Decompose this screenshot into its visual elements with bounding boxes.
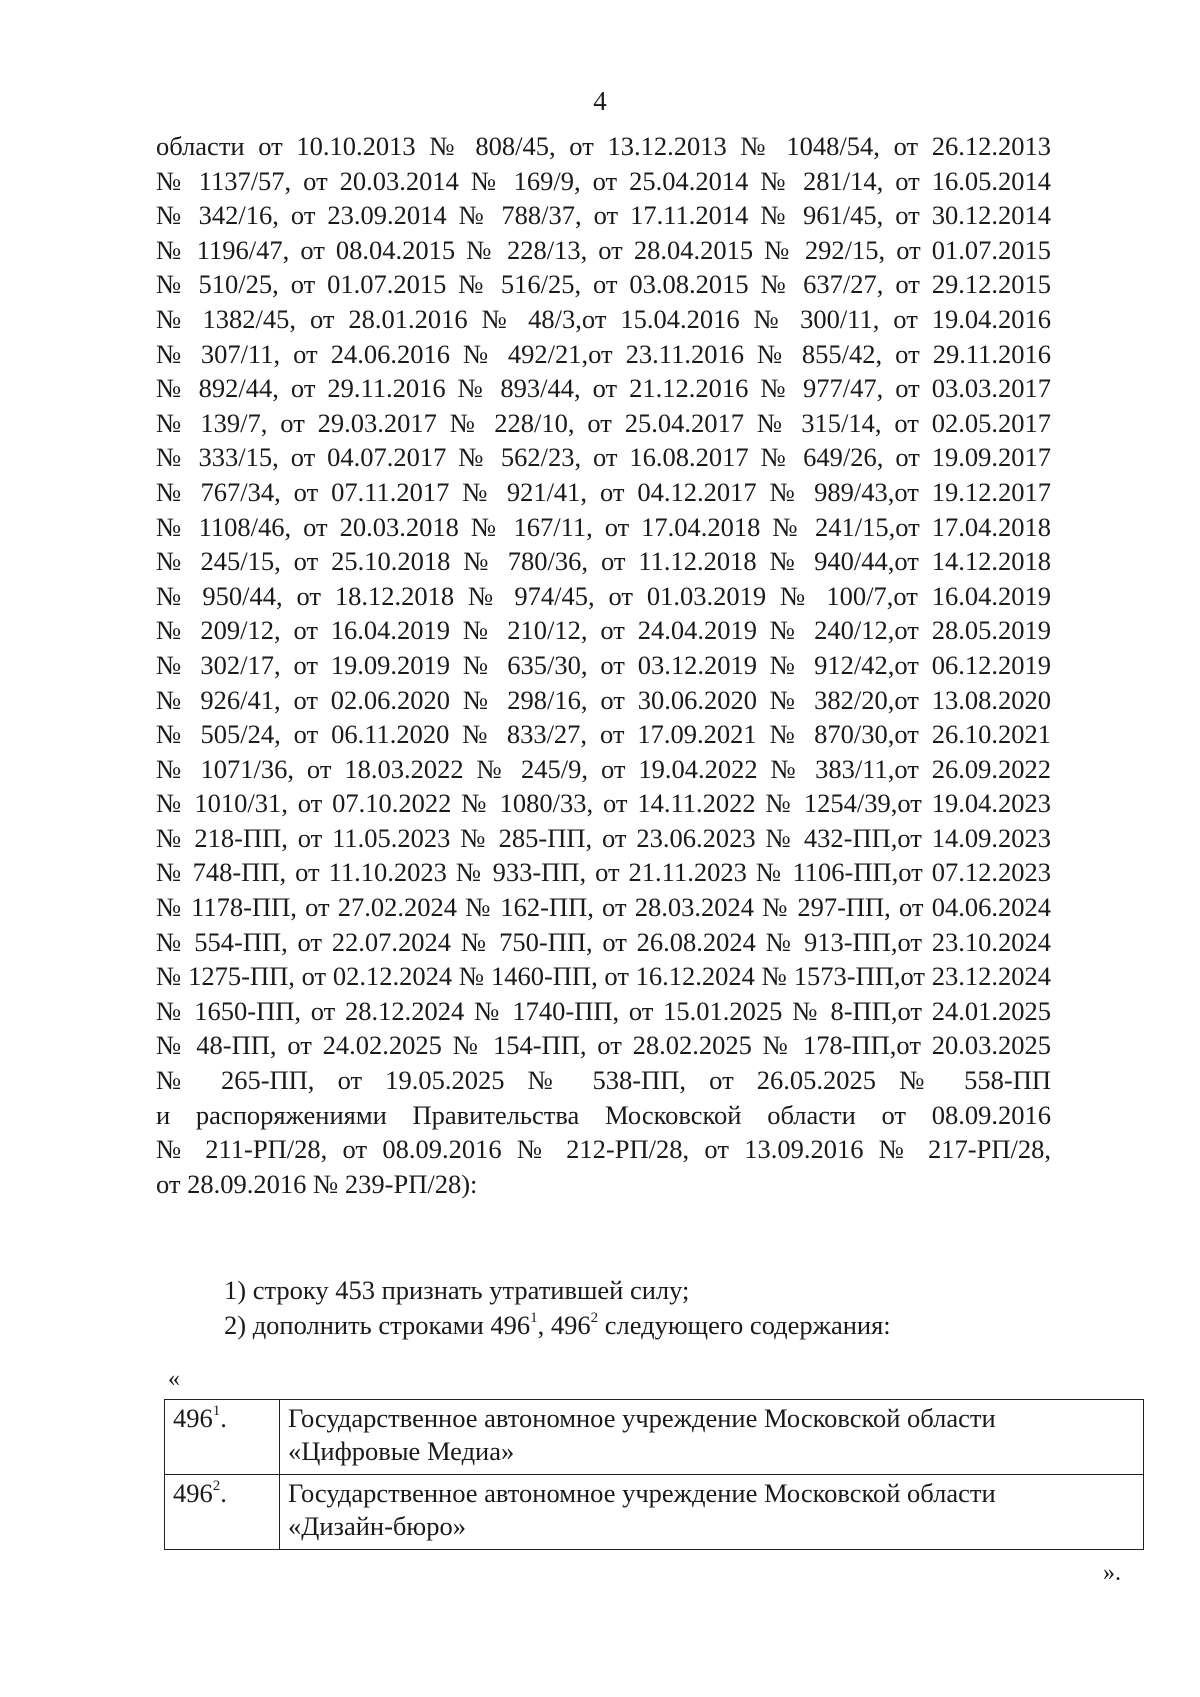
text-line: № 1010/31, от 07.10.2022 № 1080/33, от 14.11.2022 № 1254/39,от 19.04.2023	[156, 788, 1051, 819]
organization-name-cell	[280, 1475, 1144, 1550]
organization-name-line: «Дизайн-бюро»	[288, 1511, 466, 1541]
text-line: № 1137/57, от 20.03.2014 № 169/9, от 25.04.2014 № 281/14, от 16.05.2014	[156, 165, 1051, 196]
item-1: 1) строку 453 признать утратившей силу;	[224, 1275, 690, 1305]
text-line: № 1650-ПП, от 28.12.2024 № 1740-ПП, от 15.01.2025 № 8-ПП,от 24.01.2025	[156, 995, 1051, 1026]
text-line: № 209/12, от 16.04.2019 № 210/12, от 24.04.2019 № 240/12,от 28.05.2019	[156, 615, 1051, 646]
text-line: № 1178-ПП, от 27.02.2024 № 162-ПП, от 28.03.2024 № 297-ПП, от 04.06.2024	[156, 892, 1051, 923]
organization-name-line: Государственное автономное учреждение Московской области	[288, 1478, 996, 1508]
row-number-dot: .	[220, 1403, 227, 1433]
text-line: от 28.09.2016 № 239-РП/28):	[156, 1168, 478, 1199]
text-line: № 1196/47, от 08.04.2015 № 228/13, от 28.04.2015 № 292/15, от 01.07.2015	[156, 234, 1051, 265]
row-number-cell	[165, 1475, 280, 1550]
text-line: № 1382/45, от 28.01.2016 № 48/3,от 15.04.2016 № 300/11, от 19.04.2016	[156, 303, 1051, 334]
open-quote: «	[168, 1366, 180, 1392]
text-line: области от 10.10.2013 № 808/45, от 13.12.2013 № 1048/54, от 26.12.2013	[156, 131, 1051, 161]
text-line: № 302/17, от 19.09.2019 № 635/30, от 03.12.2019 № 912/42,от 06.12.2019	[156, 649, 1051, 680]
row-number-superscript: 1	[212, 1403, 221, 1419]
row-number-dot: .	[220, 1478, 227, 1508]
text-line: № 767/34, от 07.11.2017 № 921/41, от 04.12.2017 № 989/43,от 19.12.2017	[156, 476, 1051, 507]
item-2-superscript: 2	[590, 1309, 599, 1326]
text-line: и распоряжениями Правительства Московской области от 08.09.2016	[156, 1099, 1051, 1130]
organization-name-line: Государственное автономное учреждение Московской области	[288, 1403, 996, 1433]
table-row	[165, 1400, 1144, 1475]
text-line: № 1108/46, от 20.03.2018 № 167/11, от 17.04.2018 № 241/15,от 17.04.2018	[156, 511, 1051, 542]
resolution-amendments-text	[156, 129, 1051, 1201]
text-line: № 211-РП/28, от 08.09.2016 № 212-РП/28, от 13.09.2016 № 217-РП/28,	[156, 1134, 1051, 1165]
text-line: № 245/15, от 25.10.2018 № 780/36, от 11.12.2018 № 940/44,от 14.12.2018	[156, 546, 1051, 577]
item-2-prefix: 2) дополнить строками 496	[224, 1309, 531, 1340]
organization-name-cell	[280, 1400, 1144, 1475]
text-line: № 505/24, от 06.11.2020 № 833/27, от 17.09.2021 № 870/30,от 26.10.2021	[156, 719, 1051, 750]
item-2-suffix: следующего содержания:	[598, 1309, 891, 1340]
row-number: 496	[173, 1403, 213, 1433]
text-line: № 265-ПП, от 19.05.2025 № 538-ПП, от 26.05.2025 № 558-ПП	[156, 1065, 1051, 1096]
text-line: № 950/44, от 18.12.2018 № 974/45, от 01.03.2019 № 100/7,от 16.04.2019	[156, 580, 1051, 611]
text-line: № 926/41, от 02.06.2020 № 298/16, от 30.06.2020 № 382/20,от 13.08.2020	[156, 684, 1051, 715]
text-line: № 333/15, от 04.07.2017 № 562/23, от 16.08.2017 № 649/26, от 19.09.2017	[156, 442, 1051, 473]
organizations-table	[164, 1399, 1144, 1550]
text-line: № 139/7, от 29.03.2017 № 228/10, от 25.04.2017 № 315/14, от 02.05.2017	[156, 407, 1051, 438]
item-2	[156, 1308, 1051, 1343]
row-number-cell	[165, 1400, 280, 1475]
amendment-items	[156, 1273, 1051, 1342]
text-line: № 554-ПП, от 22.07.2024 № 750-ПП, от 26.08.2024 № 913-ПП,от 23.10.2024	[156, 926, 1051, 957]
text-line: № 48-ПП, от 24.02.2025 № 154-ПП, от 28.02.2025 № 178-ПП,от 20.03.2025	[156, 1030, 1051, 1061]
item-2-superscript: 1	[530, 1309, 538, 1326]
text-line: № 307/11, от 24.06.2016 № 492/21,от 23.11.2016 № 855/42, от 29.11.2016	[156, 338, 1051, 369]
page-number: 4	[593, 86, 607, 116]
item-2-comma: , 496	[537, 1309, 591, 1340]
organization-name-line: «Цифровые Медиа»	[288, 1436, 515, 1466]
row-number-superscript: 2	[212, 1478, 221, 1494]
text-line: № 1275-ПП, от 02.12.2024 № 1460-ПП, от 16.12.2024 № 1573-ПП,от 23.12.2024	[156, 961, 1051, 992]
text-line: № 748-ПП, от 11.10.2023 № 933-ПП, от 21.11.2023 № 1106-ПП,от 07.12.2023	[156, 857, 1051, 888]
table-row	[165, 1475, 1144, 1550]
text-line: № 218-ПП, от 11.05.2023 № 285-ПП, от 23.06.2023 № 432-ПП,от 14.09.2023	[156, 822, 1051, 853]
text-line: № 892/44, от 29.11.2016 № 893/44, от 21.12.2016 № 977/47, от 03.03.2017	[156, 373, 1051, 404]
text-line: № 342/16, от 23.09.2014 № 788/37, от 17.11.2014 № 961/45, от 30.12.2014	[156, 200, 1051, 231]
text-line: № 1071/36, от 18.03.2022 № 245/9, от 19.04.2022 № 383/11,от 26.09.2022	[156, 753, 1051, 784]
row-number: 496	[173, 1478, 213, 1508]
text-line: № 510/25, от 01.07.2015 № 516/25, от 03.08.2015 № 637/27, от 29.12.2015	[156, 269, 1051, 300]
close-quote: ».	[1103, 1560, 1121, 1586]
